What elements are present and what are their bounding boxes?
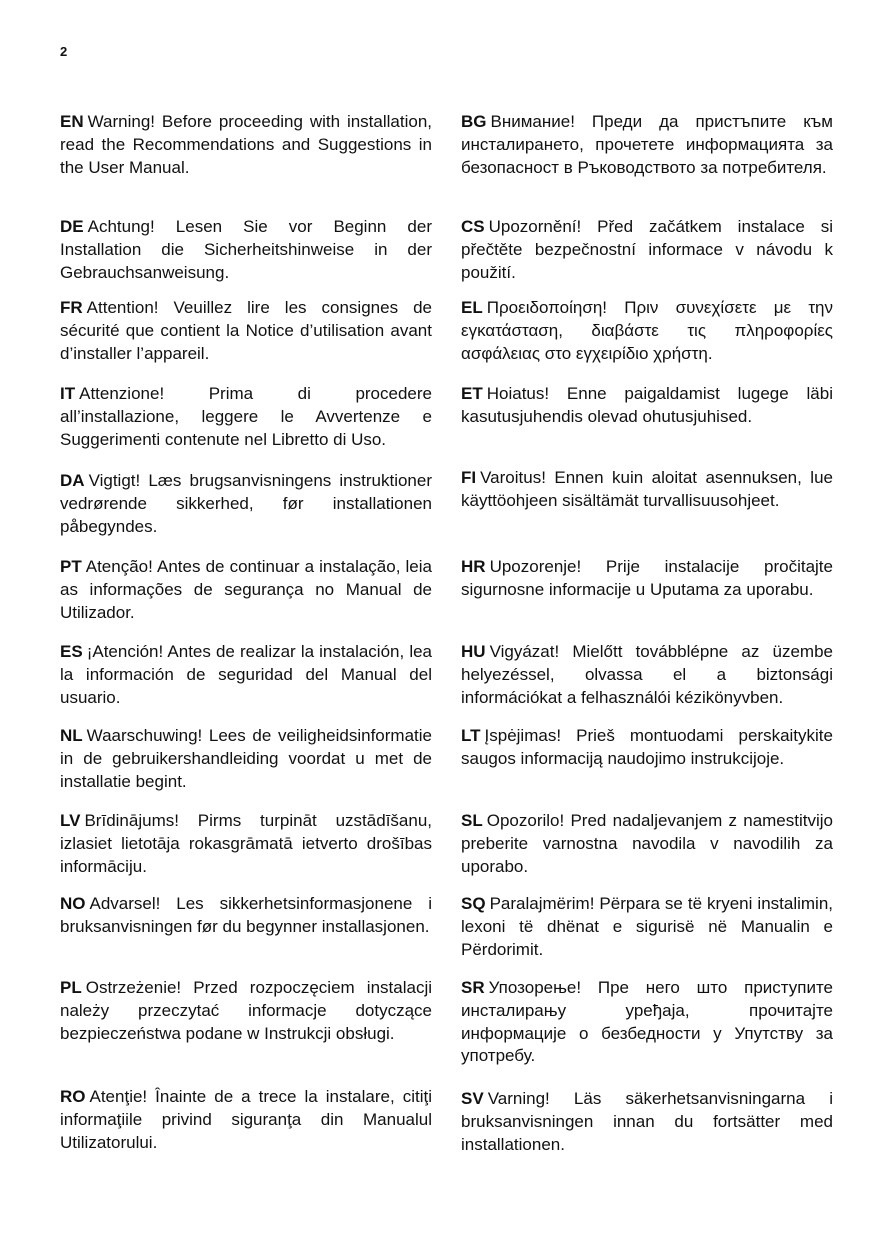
warning-text: Внимание! Преди да пристъпите към инсталирането, прочетете информацията за безопасност в Ръководството за потребителя.	[461, 112, 833, 177]
page-number: 2	[60, 44, 68, 59]
language-code: SQ	[461, 894, 486, 913]
language-code: HR	[461, 557, 486, 576]
language-code: CS	[461, 217, 485, 236]
language-code: IT	[60, 384, 76, 403]
warning-block-lv	[60, 810, 432, 878]
warning-block-pl	[60, 977, 432, 1045]
warning-text: Paralajmërim! Përpara se të kryeni instalimin, lexoni të dhënat e sigurisë në Manualin e Përdorimit.	[461, 894, 833, 959]
warning-text: ¡Atención! Antes de realizar la instalación, lea la información de seguridad del Manual del usuario.	[60, 642, 432, 707]
warning-block-en	[60, 111, 432, 179]
warning-block-et	[461, 383, 833, 429]
warning-block-sl	[461, 810, 833, 878]
warning-text: Προειδοποίηση! Πριν συνεχίσετε με την εγκατάσταση, διαβάστε τις πληροφορίες ασφάλειας στο εγχειρίδιο χρήστη.	[461, 298, 833, 363]
language-code: DA	[60, 471, 85, 490]
warning-block-da	[60, 470, 432, 538]
warning-block-el	[461, 297, 833, 365]
warning-text: Varning! Läs säkerhetsanvisningarna i bruksanvisningen innan du fortsätter med installationen.	[461, 1089, 833, 1154]
warning-text: Упозорење! Пре него што приступите инсталирању уређаја, прочитајте информације о безбедности у Упутству за употребу.	[461, 978, 833, 1066]
warning-text: Įspėjimas! Prieš montuodami perskaitykite saugos informaciją naudojimo instrukcijoje.	[461, 726, 833, 768]
warning-text: Attenzione! Prima di procedere all’installazione, leggere le Avvertenze e Suggerimenti contenute nel Libretto di Uso.	[60, 384, 432, 449]
warning-text: Hoiatus! Enne paigaldamist lugege läbi kasutusjuhendis olevad ohutusjuhised.	[461, 384, 833, 426]
warning-text: Atenção! Antes de continuar a instalação, leia as informações de segurança no Manual de Utilizador.	[60, 557, 432, 622]
language-code: NO	[60, 894, 86, 913]
warning-text: Warning! Before proceeding with installation, read the Recommendations and Suggestions in the User Manual.	[60, 112, 432, 177]
warning-block-fi	[461, 467, 833, 513]
warning-text: Attention! Veuillez lire les consignes de sécurité que contient la Notice d’utilisation avant d’installer l’appareil.	[60, 298, 432, 363]
warning-block-it	[60, 383, 432, 451]
language-code: ET	[461, 384, 483, 403]
warning-block-sq	[461, 893, 833, 961]
warning-block-lt	[461, 725, 833, 771]
language-code: FR	[60, 298, 83, 317]
language-code: LV	[60, 811, 81, 830]
warning-block-no	[60, 893, 432, 939]
warning-block-sv	[461, 1088, 833, 1156]
language-code: ES	[60, 642, 83, 661]
warning-block-ro	[60, 1086, 432, 1154]
warning-block-fr	[60, 297, 432, 365]
language-code: EL	[461, 298, 483, 317]
warning-text: Advarsel! Les sikkerhetsinformasjonene i bruksanvisningen før du begynner installasjonen.	[60, 894, 432, 936]
language-code: PL	[60, 978, 82, 997]
language-code: PT	[60, 557, 82, 576]
language-code: FI	[461, 468, 477, 487]
warning-block-bg	[461, 111, 833, 179]
warning-text: Upozornění! Před začátkem instalace si přečtěte bezpečnostní informace v návodu k použití.	[461, 217, 833, 282]
language-code: SL	[461, 811, 483, 830]
warning-block-hu	[461, 641, 833, 709]
warning-text: Brīdinājums! Pirms turpināt uzstādīšanu, izlasiet lietotāja rokasgrāmatā ietverto drošības informāciju.	[60, 811, 432, 876]
warning-text: Waarschuwing! Lees de veiligheidsinformatie in de gebruikershandleiding voordat u met de installatie begint.	[60, 726, 432, 791]
warning-text: Ostrzeżenie! Przed rozpoczęciem instalacji należy przeczytać informacje dotyczące bezpieczeństwa podane w Instrukcji obsługi.	[60, 978, 432, 1043]
language-code: SV	[461, 1089, 484, 1108]
warning-text: Achtung! Lesen Sie vor Beginn der Installation die Sicherheitshinweise in der Gebrauchsanweisung.	[60, 217, 432, 282]
language-code: HU	[461, 642, 486, 661]
warning-text: Varoitus! Ennen kuin aloitat asennuksen, lue käyttöohjeen sisältämät turvallisuusohjeet.	[461, 468, 833, 510]
warning-block-pt	[60, 556, 432, 624]
warning-text: Upozorenje! Prije instalacije pročitajte sigurnosne informacije u Uputama za uporabu.	[461, 557, 833, 599]
language-code: DE	[60, 217, 84, 236]
warning-block-es	[60, 641, 432, 709]
warning-block-hr	[461, 556, 833, 602]
language-code: LT	[461, 726, 481, 745]
warning-block-nl	[60, 725, 432, 793]
language-code: NL	[60, 726, 83, 745]
warning-text: Vigtigt! Læs brugsanvisningens instruktioner vedrørende sikkerhed, før installationen påbegyndes.	[60, 471, 432, 536]
warning-text: Opozorilo! Pred nadaljevanjem z namestitvijo preberite varnostna navodila v navodilih za uporabo.	[461, 811, 833, 876]
warning-block-cs	[461, 216, 833, 284]
warning-block-de	[60, 216, 432, 284]
language-code: RO	[60, 1087, 86, 1106]
language-code: EN	[60, 112, 84, 131]
warning-block-sr	[461, 977, 833, 1068]
warning-text: Atenţie! Înainte de a trece la instalare, citiţi informaţiile privind siguranţa din Manualul Utilizatorului.	[60, 1087, 432, 1152]
language-code: SR	[461, 978, 485, 997]
warning-text: Vigyázat! Mielőtt továbblépne az üzembe helyezéssel, olvassa el a biztonsági információkat a felhasználói kézikönyvben.	[461, 642, 833, 707]
language-code: BG	[461, 112, 487, 131]
